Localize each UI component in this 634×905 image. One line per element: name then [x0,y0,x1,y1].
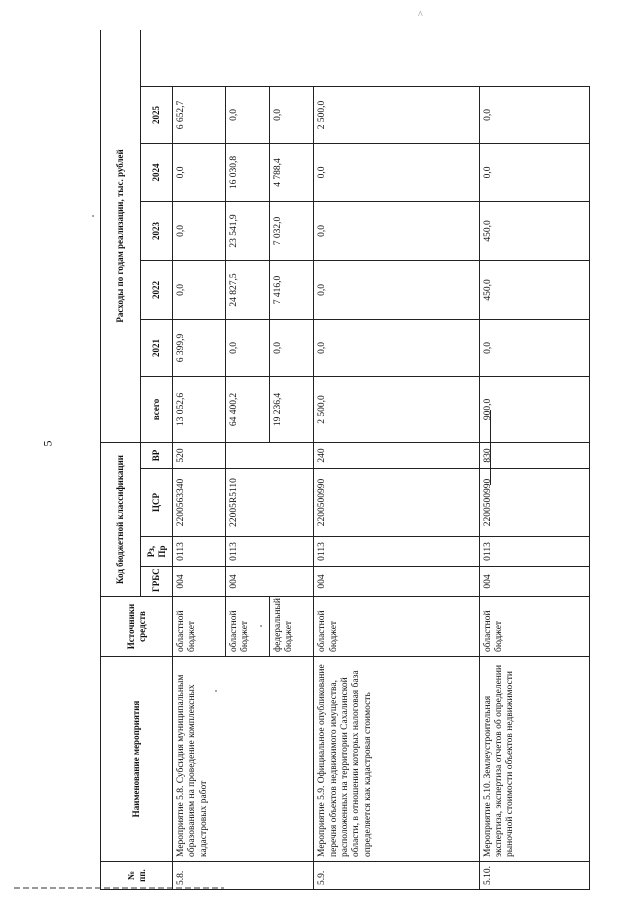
vr-cell: 240 [314,442,479,468]
header-expenses-group: Расходы по годам реализации, тыс. рублей [101,30,141,442]
csr-cell: 22005R5110 [225,469,313,537]
row-number: 5.10. [479,862,589,890]
table-row [314,30,479,890]
header-2024: 2024 [141,143,173,201]
y2024-cell: 16 030,8 [225,143,269,201]
header-grbs: ГРБС [141,567,173,597]
measure-name: Мероприятие 5.10. Землеустроительная экспертиза, экспертиза отчетов об определении рыночной стоимости объектов недвижимости [479,657,589,862]
y2025-cell: 6 652,7 [173,86,226,143]
y2023-cell: 0,0 [173,201,226,260]
header-name: Наименование мероприятия [101,657,173,862]
header-rzpr: Рз, Пр [141,537,173,567]
header-vr: ВР [141,442,173,468]
source-cell: областной бюджет [225,597,269,657]
row-number: 5.9. [314,862,479,890]
corner-mark: ^ [418,10,423,21]
measure-name: Мероприятие 5.8. Субсидия муниципальным образованиям на проведение комплексных кадастровых работ [173,657,314,862]
vr-cell [225,442,313,468]
source-cell: областной бюджет [173,597,226,657]
y2021-cell: 0,0 [479,319,589,376]
y2021-cell: 0,0 [270,319,314,376]
page-number: 5 [40,440,55,447]
table-container [100,30,590,890]
csr-cell: 2200500990 [314,469,479,537]
header-code-group: Код бюджетной классификации [101,442,141,596]
grbs-cell: 004 [314,567,479,597]
y2021-cell: 0,0 [225,319,269,376]
header-no: № пп. [101,862,173,890]
y2024-cell: 0,0 [173,143,226,201]
header-2025: 2025 [141,86,173,143]
csr-cell: 2200500990 [479,469,589,537]
csr-cell: 2200563340 [173,469,226,537]
y2021-cell: 0,0 [314,319,479,376]
y2021-cell: 6 399,9 [173,319,226,376]
measure-name: Мероприятие 5.9. Официальное опубликование перечня объектов недвижимого имущества, расположенных на территории Сахалинской области, в отношении которых налоговая база определяется как кадастровая стоимость [314,657,479,862]
header-2021: 2021 [141,319,173,376]
scan-dot [92,215,94,217]
total-cell: 64 400,2 [225,376,269,442]
header-2023: 2023 [141,201,173,260]
y2024-cell: 0,0 [314,143,479,201]
rzpr-cell: 0113 [479,537,589,567]
row-number: 5.8. [173,862,314,890]
total-cell: 900,0 [479,376,589,442]
budget-table [100,30,590,890]
y2023-cell: 7 032,0 [270,201,314,260]
y2024-cell: 4 788,4 [270,143,314,201]
y2023-cell: 23 541,9 [225,201,269,260]
header-csr: ЦСР [141,469,173,537]
y2023-cell: 450,0 [479,201,589,260]
y2024-cell: 0,0 [479,143,589,201]
table-row [479,30,589,890]
y2022-cell: 7 416,0 [270,260,314,319]
source-cell: областной бюджет [314,597,479,657]
y2022-cell: 0,0 [314,260,479,319]
rzpr-cell: 0113 [225,537,313,567]
table-row [173,30,226,890]
source-cell: областной бюджет [479,597,589,657]
grbs-cell: 004 [225,567,313,597]
y2025-cell: 0,0 [270,86,314,143]
y2025-cell: 2 500,0 [314,86,479,143]
rzpr-cell: 0113 [173,537,226,567]
y2022-cell: 0,0 [173,260,226,319]
header-sources: Источники средств [101,597,173,657]
header-2022: 2022 [141,260,173,319]
y2023-cell: 0,0 [314,201,479,260]
y2025-cell: 0,0 [479,86,589,143]
grbs-cell: 004 [173,567,226,597]
rzpr-cell: 0113 [314,537,479,567]
y2025-cell: 0,0 [225,86,269,143]
total-cell: 19 236,4 [270,376,314,442]
total-cell: 13 052,6 [173,376,226,442]
source-cell: федеральный бюджет [270,597,314,657]
total-cell: 2 500,0 [314,376,479,442]
y2022-cell: 24 827,5 [225,260,269,319]
header-total: всего [141,376,173,442]
vr-cell: 830 [479,442,589,468]
grbs-cell: 004 [479,567,589,597]
vr-cell: 520 [173,442,226,468]
y2022-cell: 450,0 [479,260,589,319]
header-row-1 [101,30,141,890]
